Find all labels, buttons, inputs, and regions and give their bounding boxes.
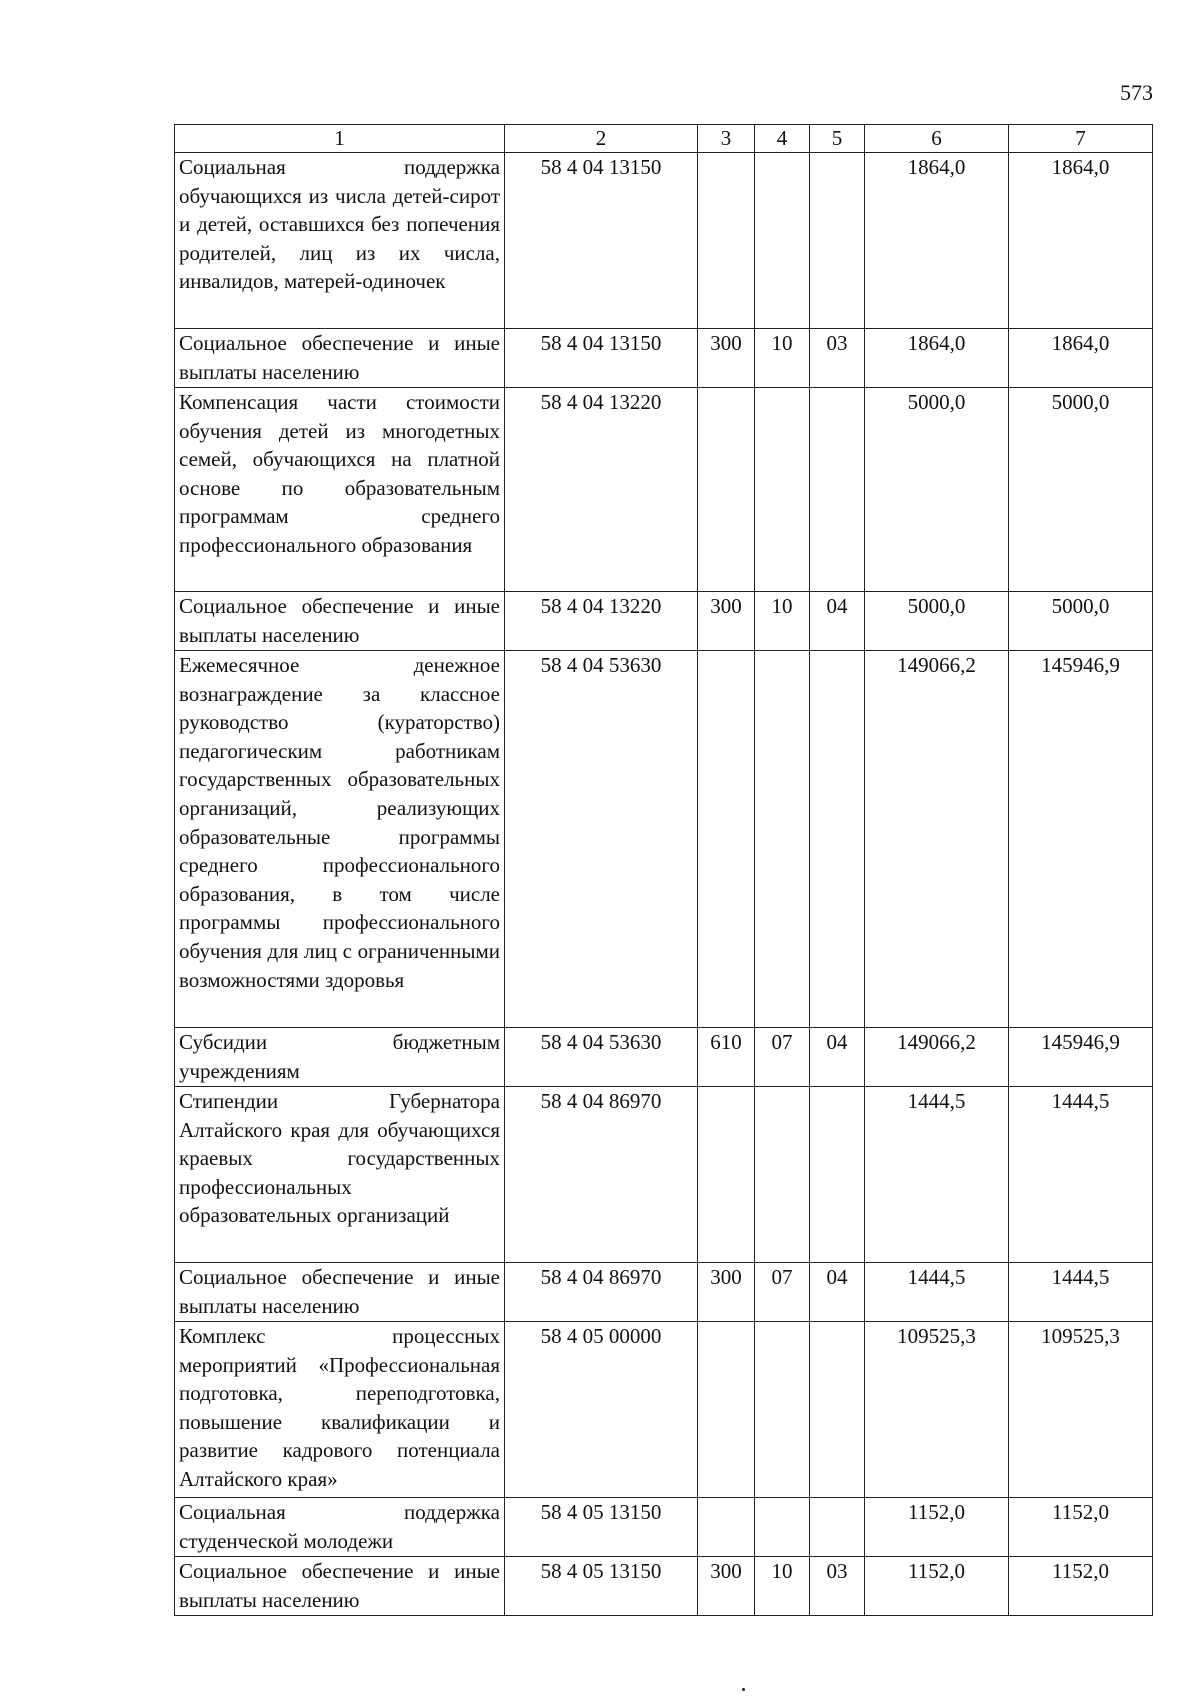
section-cell	[755, 651, 810, 1028]
item-name-cell: Комплекс процессных мероприятий «Профессиональная подготовка, переподготовка, повышение квалификации и развитие кадрового потенциала Алтайского края»	[175, 1322, 505, 1498]
column-header: 4	[755, 125, 810, 153]
target-code-cell: 58 4 04 53630	[505, 1028, 698, 1087]
table-row	[175, 388, 1153, 592]
target-code-cell: 58 4 05 13150	[505, 1557, 698, 1616]
target-code-cell: 58 4 04 13150	[505, 329, 698, 388]
target-code-cell: 58 4 05 13150	[505, 1498, 698, 1557]
item-name-cell: Социальное обеспечение и иные выплаты населению	[175, 329, 505, 388]
section-cell	[755, 388, 810, 592]
amount-col7-cell: 109525,3	[1009, 1322, 1153, 1498]
amount-col7-cell: 145946,9	[1009, 651, 1153, 1028]
expense-type-cell	[698, 388, 755, 592]
subsection-cell: 04	[810, 1028, 865, 1087]
item-name-cell: Социальная поддержка обучающихся из числа детей-сирот и детей, оставшихся без попечения родителей, лиц из их числа, инвалидов, матерей-одиночек	[175, 153, 505, 329]
amount-col6-cell: 5000,0	[865, 388, 1009, 592]
target-code-cell: 58 4 04 53630	[505, 651, 698, 1028]
target-code-cell: 58 4 04 86970	[505, 1087, 698, 1263]
amount-col7-cell: 1152,0	[1009, 1557, 1153, 1616]
expense-type-cell: 300	[698, 329, 755, 388]
column-header: 3	[698, 125, 755, 153]
subsection-cell	[810, 1087, 865, 1263]
expense-type-cell: 300	[698, 592, 755, 651]
amount-col6-cell: 109525,3	[865, 1322, 1009, 1498]
subsection-cell	[810, 388, 865, 592]
table-row	[175, 1498, 1153, 1557]
amount-col6-cell: 149066,2	[865, 1028, 1009, 1087]
section-cell: 10	[755, 1557, 810, 1616]
section-cell: 10	[755, 329, 810, 388]
column-header: 7	[1009, 125, 1153, 153]
table-row	[175, 1557, 1153, 1616]
table-header-row	[175, 125, 1153, 153]
subsection-cell	[810, 1322, 865, 1498]
column-header: 1	[175, 125, 505, 153]
target-code-cell: 58 4 04 13220	[505, 388, 698, 592]
subsection-cell: 03	[810, 1557, 865, 1616]
amount-col7-cell: 1864,0	[1009, 153, 1153, 329]
amount-col7-cell: 145946,9	[1009, 1028, 1153, 1087]
item-name-cell: Субсидии бюджетным учреждениям	[175, 1028, 505, 1087]
section-cell	[755, 1322, 810, 1498]
subsection-cell: 03	[810, 329, 865, 388]
item-name-cell: Социальное обеспечение и иные выплаты населению	[175, 1263, 505, 1322]
table-row	[175, 1028, 1153, 1087]
subsection-cell: 04	[810, 592, 865, 651]
item-name-cell: Ежемесячное денежное вознаграждение за классное руководство (кураторство) педагогическим работникам государственных образовательных организаций, реализующих образовательные программы среднего профессионального образования, в том числе программы профессионального обучения для лиц с ограниченными возможностями здоровья	[175, 651, 505, 1028]
table-row	[175, 153, 1153, 329]
expense-type-cell	[698, 651, 755, 1028]
table-row	[175, 592, 1153, 651]
expense-type-cell	[698, 1322, 755, 1498]
amount-col7-cell: 1152,0	[1009, 1498, 1153, 1557]
section-cell	[755, 153, 810, 329]
scan-speck	[742, 1688, 745, 1691]
amount-col6-cell: 1152,0	[865, 1557, 1009, 1616]
amount-col6-cell: 1152,0	[865, 1498, 1009, 1557]
page-number: 573	[1120, 80, 1153, 105]
amount-col6-cell: 5000,0	[865, 592, 1009, 651]
section-cell	[755, 1087, 810, 1263]
amount-col6-cell: 1864,0	[865, 153, 1009, 329]
expense-type-cell: 300	[698, 1263, 755, 1322]
target-code-cell: 58 4 04 13220	[505, 592, 698, 651]
target-code-cell: 58 4 04 13150	[505, 153, 698, 329]
item-name-cell: Социальная поддержка студенческой молодежи	[175, 1498, 505, 1557]
amount-col6-cell: 149066,2	[865, 651, 1009, 1028]
table-row	[175, 651, 1153, 1028]
amount-col7-cell: 1444,5	[1009, 1087, 1153, 1263]
item-name-cell: Социальное обеспечение и иные выплаты населению	[175, 1557, 505, 1616]
expense-type-cell: 300	[698, 1557, 755, 1616]
amount-col7-cell: 5000,0	[1009, 592, 1153, 651]
table-row	[175, 1087, 1153, 1263]
amount-col7-cell: 5000,0	[1009, 388, 1153, 592]
expense-type-cell	[698, 153, 755, 329]
column-header: 2	[505, 125, 698, 153]
amount-col6-cell: 1864,0	[865, 329, 1009, 388]
target-code-cell: 58 4 05 00000	[505, 1322, 698, 1498]
subsection-cell	[810, 651, 865, 1028]
expense-type-cell: 610	[698, 1028, 755, 1087]
section-cell: 07	[755, 1028, 810, 1087]
item-name-cell: Стипендии Губернатора Алтайского края для обучающихся краевых государственных профессиональных образовательных организаций	[175, 1087, 505, 1263]
target-code-cell: 58 4 04 86970	[505, 1263, 698, 1322]
subsection-cell	[810, 1498, 865, 1557]
table-row	[175, 1322, 1153, 1498]
amount-col7-cell: 1864,0	[1009, 329, 1153, 388]
budget-table	[174, 124, 1153, 1616]
amount-col6-cell: 1444,5	[865, 1087, 1009, 1263]
amount-col7-cell: 1444,5	[1009, 1263, 1153, 1322]
item-name-cell: Социальное обеспечение и иные выплаты населению	[175, 592, 505, 651]
expense-type-cell	[698, 1087, 755, 1263]
table-row	[175, 1263, 1153, 1322]
table-row	[175, 329, 1153, 388]
subsection-cell	[810, 153, 865, 329]
column-header: 6	[865, 125, 1009, 153]
subsection-cell: 04	[810, 1263, 865, 1322]
section-cell: 07	[755, 1263, 810, 1322]
section-cell: 10	[755, 592, 810, 651]
amount-col6-cell: 1444,5	[865, 1263, 1009, 1322]
column-header: 5	[810, 125, 865, 153]
item-name-cell: Компенсация части стоимости обучения детей из многодетных семей, обучающихся на платной основе по образовательным программам среднего профессионального образования	[175, 388, 505, 592]
section-cell	[755, 1498, 810, 1557]
expense-type-cell	[698, 1498, 755, 1557]
